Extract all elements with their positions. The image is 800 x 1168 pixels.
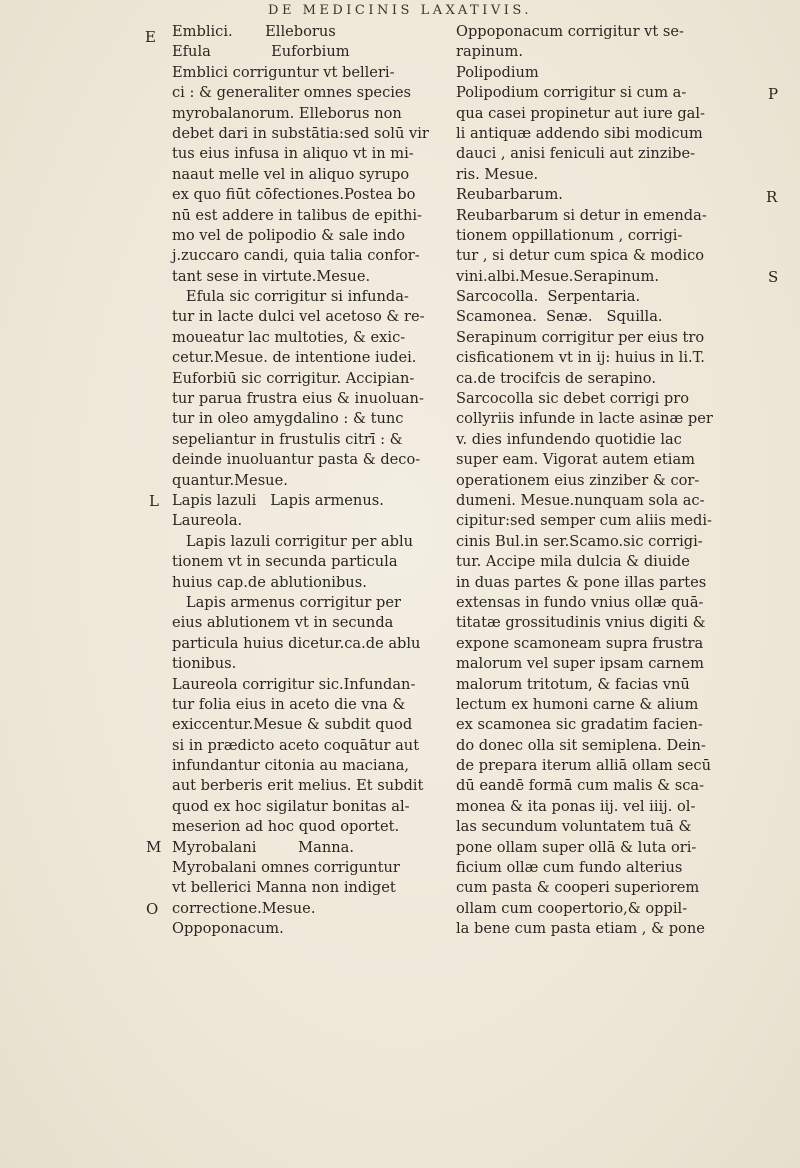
text-line: Serapinum corrigitur per eius tro <box>456 328 705 346</box>
text-line: correctione.Mesue. <box>172 899 316 917</box>
text-line: expone scamoneam supra frustra <box>456 634 704 652</box>
text-line: operationem eius zinziber & cor- <box>456 471 700 489</box>
margin-letter-m: M <box>146 838 162 856</box>
text-line: rapinum. <box>456 43 523 61</box>
text-line: tionibus. <box>172 655 237 673</box>
text-line: cinis Bul.in ser.Scamo.sic corrigi- <box>456 532 703 550</box>
text-line: infundantur citonia au maciana, <box>172 757 410 775</box>
text-line: do donec olla sit semiplena. Dein- <box>456 736 706 754</box>
running-head: DE MEDICINIS LAXATIVIS. <box>268 3 532 18</box>
text-line: cipitur:sed semper cum aliis medi- <box>456 512 712 530</box>
text-line: extensas in fundo vnius ollæ quā- <box>456 593 704 611</box>
text-line: collyriis infunde in lacte asinæ per <box>456 410 713 428</box>
margin-letter-r: R <box>766 188 778 206</box>
text-line: Scamonea. Senæ. Squilla. <box>456 308 663 326</box>
text-line: super eam. Vigorat autem etiam <box>456 451 695 469</box>
margin-letter-s: S <box>768 268 779 286</box>
margin-letter-e: E <box>145 28 156 46</box>
text-line: huius cap.de ablutionibus. <box>172 573 367 591</box>
text-line: particula huius dicetur.ca.de ablu <box>172 634 421 652</box>
text-line: meserion ad hoc quod oportet. <box>172 818 400 836</box>
text-line: Laureola corrigitur sic.Infundan- <box>172 675 416 693</box>
text-line: Polipodium corrigitur si cum a- <box>456 84 687 102</box>
text-line: titatæ grossitudinis vnius digiti & <box>456 614 706 632</box>
margin-letter-o: O <box>146 900 159 918</box>
text-line: dū eandē formā cum malis & sca- <box>456 777 705 795</box>
text-line: aut berberis erit melius. Et subdit <box>172 777 424 795</box>
text-line: sepeliantur in frustulis citrī : & <box>172 430 403 448</box>
text-line: deinde inuoluantur pasta & deco- <box>172 451 421 469</box>
text-line: in duas partes & pone illas partes <box>456 573 707 591</box>
text-line: quod ex hoc sigilatur bonitas al- <box>172 797 410 815</box>
text-line: tionem vt in secunda particula <box>172 553 398 571</box>
text-line: cetur.Mesue. de intentione iudei. <box>172 349 417 367</box>
text-line: Lapis lazuli Lapis armenus. <box>172 491 384 509</box>
text-line: tur , si detur cum spica & modico <box>456 247 705 265</box>
text-line: ollam cum coopertorio,& oppil- <box>456 899 688 917</box>
margin-letter-l: L <box>149 492 159 510</box>
text-line: tus eius infusa in aliquo vt in mi- <box>172 145 414 163</box>
text-line: Myrobalani omnes corriguntur <box>172 859 400 877</box>
text-line: nū est addere in talibus de epithi- <box>172 206 422 224</box>
left-column <box>172 22 444 940</box>
text-line: cum pasta & cooperi superiorem <box>456 879 700 897</box>
text-line: si in prædicto aceto coquātur aut <box>172 736 420 754</box>
text-line: Oppoponacum. <box>172 920 284 938</box>
text-line: tionem oppillationum , corrigi- <box>456 226 683 244</box>
text-line: malorum tritotum, & facias vnū <box>456 675 690 693</box>
text-line: Lapis lazuli corrigitur per ablu <box>172 532 414 550</box>
text-line: Lapis armenus corrigitur per <box>172 593 401 611</box>
text-line: ca.de trocifcis de serapino. <box>456 369 656 387</box>
text-line: dauci , anisi feniculi aut zinzibe- <box>456 145 696 163</box>
text-line: tur in lacte dulci vel acetoso & re- <box>172 308 425 326</box>
text-line: dumeni. Mesue.nunquam sola ac- <box>456 491 705 509</box>
text-line: li antiquæ addendo sibi modicum <box>456 124 703 142</box>
text-line: tur in oleo amygdalino : & tunc <box>172 410 404 428</box>
text-line: lectum ex humoni carne & alium <box>456 695 699 713</box>
text-line: naaut melle vel in aliquo syrupo <box>172 165 410 183</box>
text-line: moueatur lac multoties, & exic- <box>172 328 406 346</box>
text-line: Sarcocolla. Serpentaria. <box>456 288 641 306</box>
text-line: eius ablutionem vt in secunda <box>172 614 394 632</box>
text-line: pone ollam super ollā & luta ori- <box>456 838 697 856</box>
text-line: Myrobalani Manna. <box>172 838 354 856</box>
text-line: Efula sic corrigitur si infunda- <box>172 288 409 306</box>
text-line: v. dies infundendo quotidie lac <box>456 430 682 448</box>
text-line: Laureola. <box>172 512 243 530</box>
text-line: la bene cum pasta etiam , & pone <box>456 920 705 938</box>
text-line: tur. Accipe mila dulcia & diuide <box>456 553 690 571</box>
text-line: cisficationem vt in ij: huius in li.T. <box>456 349 705 367</box>
text-line: tant sese in virtute.Mesue. <box>172 267 371 285</box>
text-line: Oppoponacum corrigitur vt se- <box>456 23 684 40</box>
text-line: mo vel de polipodio & sale indo <box>172 226 406 244</box>
text-line: debet dari in substātia:sed solū vir <box>172 124 429 142</box>
right-column <box>456 22 752 940</box>
text-line: myrobalanorum. Elleborus non <box>172 104 402 122</box>
text-line: quantur.Mesue. <box>172 471 288 489</box>
text-line: Sarcocolla sic debet corrigi pro <box>456 390 690 408</box>
text-line: ex quo fiūt cōfectiones.Postea bo <box>172 186 416 204</box>
text-line: vini.albi.Mesue.Serapinum. <box>456 267 659 285</box>
text-line: Reubarbarum. <box>456 186 563 204</box>
text-line: ris. Mesue. <box>456 165 539 183</box>
text-line: Reubarbarum si detur in emenda- <box>456 206 707 224</box>
text-line: Euforbiū sic corrigitur. Accipian- <box>172 369 415 387</box>
text-line: de prepara iterum alliā ollam secū <box>456 757 711 775</box>
text-line: monea & ita ponas iij. vel iiij. ol- <box>456 797 696 815</box>
text-line: tur parua frustra eius & inuoluan- <box>172 390 424 408</box>
text-line: exiccentur.Mesue & subdit quod <box>172 716 413 734</box>
text-line: ci : & generaliter omnes species <box>172 84 412 102</box>
text-line: vt bellerici Manna non indiget <box>172 879 396 897</box>
text-line: Emblici corriguntur vt belleri- <box>172 63 395 81</box>
text-line: ficium ollæ cum fundo alterius <box>456 859 683 877</box>
text-line: qua casei propinetur aut iure gal- <box>456 104 705 122</box>
text-line: las secundum voluntatem tuā & <box>456 818 692 836</box>
text-line: tur folia eius in aceto die vna & <box>172 695 406 713</box>
text-line: Efula Euforbium <box>172 43 350 61</box>
text-line: j.zuccaro candi, quia talia confor- <box>172 247 420 265</box>
margin-letter-p: P <box>768 85 779 103</box>
text-line: malorum vel super ipsam carnem <box>456 655 704 673</box>
text-line: Emblici. Elleborus <box>172 23 336 40</box>
text-line: ex scamonea sic gradatim facien- <box>456 716 703 734</box>
text-line: Polipodium <box>456 63 539 81</box>
